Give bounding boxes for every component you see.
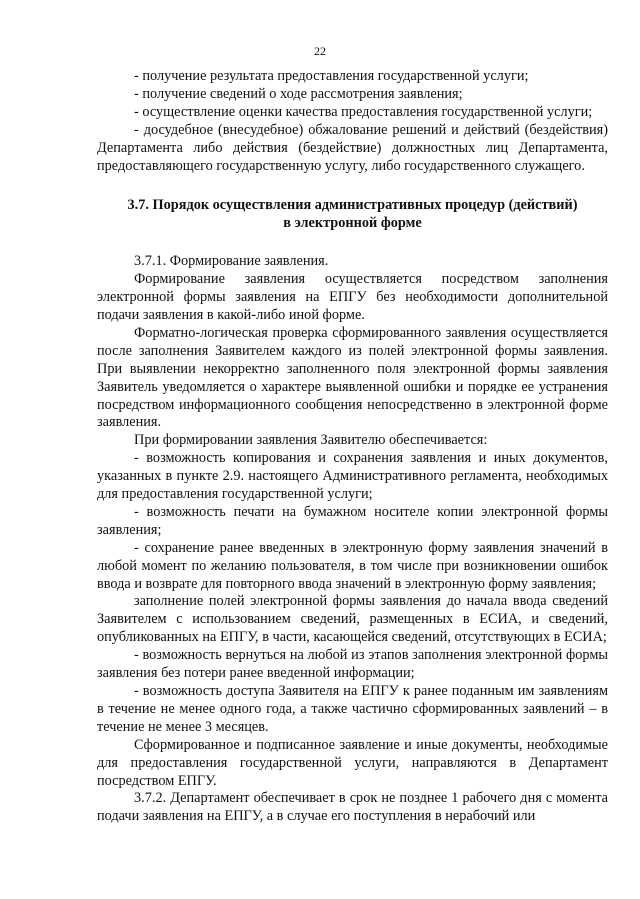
paragraph-submission: Сформированное и подписанное заявление и иные документы, необходимые для предоставления государственной услуги, направляются в Департамент посредством ЕПГУ. — [97, 736, 608, 789]
page-content — [97, 68, 608, 826]
list-item-access: - возможность доступа Заявителя на ЕПГУ к ранее поданным им заявлениям в течение не менее одного года, а также частично сформированных заявлений – в течение не менее 3 месяцев. — [97, 683, 608, 735]
list-item-result: - получение результата предоставления государственной услуги; — [134, 68, 529, 84]
list-item-quality: - осуществление оценки качества предоставления государственной услуги; — [134, 103, 593, 120]
page-number: 22 — [314, 44, 326, 58]
list-item-progress: - получение сведений о ходе рассмотрения заявления; — [134, 85, 463, 102]
paragraph-3-7-2: 3.7.2. Департамент обеспечивает в срок не позднее 1 рабочего дня с момента подачи заявления на ЕПГУ, а в случае его поступления в нерабочий или — [97, 790, 608, 825]
section-heading — [97, 197, 608, 233]
list-item-return: - возможность вернуться на любой из этапов заполнения электронной формы заявления без потери ранее введенной информации; — [97, 647, 608, 682]
paragraph-formation: Формирование заявления осуществляется посредством заполнения электронной формы заявления на ЕПГУ без необходимости дополнительной подачи заявления в какой-либо иной форме. — [97, 271, 608, 323]
section-heading-line-1: 3.7. Порядок осуществления административных процедур (действий) — [127, 197, 578, 214]
paragraph-provided: При формировании заявления Заявителю обеспечивается: — [134, 432, 488, 449]
list-item-appeal: - досудебное (внесудебное) обжалование решений и действий (бездействия) Департамента либо действия (бездействие) должностных лиц Департамента, предоставляющего государственную услугу, либо государственного служащего. — [97, 121, 608, 174]
list-item-save: - сохранение ранее введенных в электронную форму заявления значений в любой момент по желанию пользователя, в том числе при возникновении ошибок ввода и возврате для повторного ввода значений в электронную форму заявления; — [97, 539, 608, 592]
paragraph-format-check: Форматно-логическая проверка сформированного заявления осуществляется после заполнения Заявителем каждого из полей электронной формы заявления. При выявлении некорректно заполненного поля электронной формы заявления Заявитель уведомляется о характере выявленной ошибки и порядке ее устранения посредством информационного сообщения непосредственно в электронной форме заявления. — [97, 324, 608, 431]
paragraph-3-7-1-title: 3.7.1. Формирование заявления. — [134, 253, 329, 270]
list-item-copy: - возможность копирования и сохранения заявления и иных документов, указанных в пункте 2.9. настоящего Административного регламента, необходимых для предоставления государственной услуги; — [97, 450, 608, 503]
list-item-autofill: заполнение полей электронной формы заявления до начала ввода сведений Заявителем с использованием сведений, размещенных в ЕСИА, и сведений, опубликованных на ЕПГУ, в части, касающейся сведений, отсутствующих в ЕСИА; — [97, 593, 608, 646]
list-item-print: - возможность печати на бумажном носителе копии электронной формы заявления; — [97, 503, 608, 538]
section-heading-line-2: в электронной форме — [283, 215, 422, 232]
